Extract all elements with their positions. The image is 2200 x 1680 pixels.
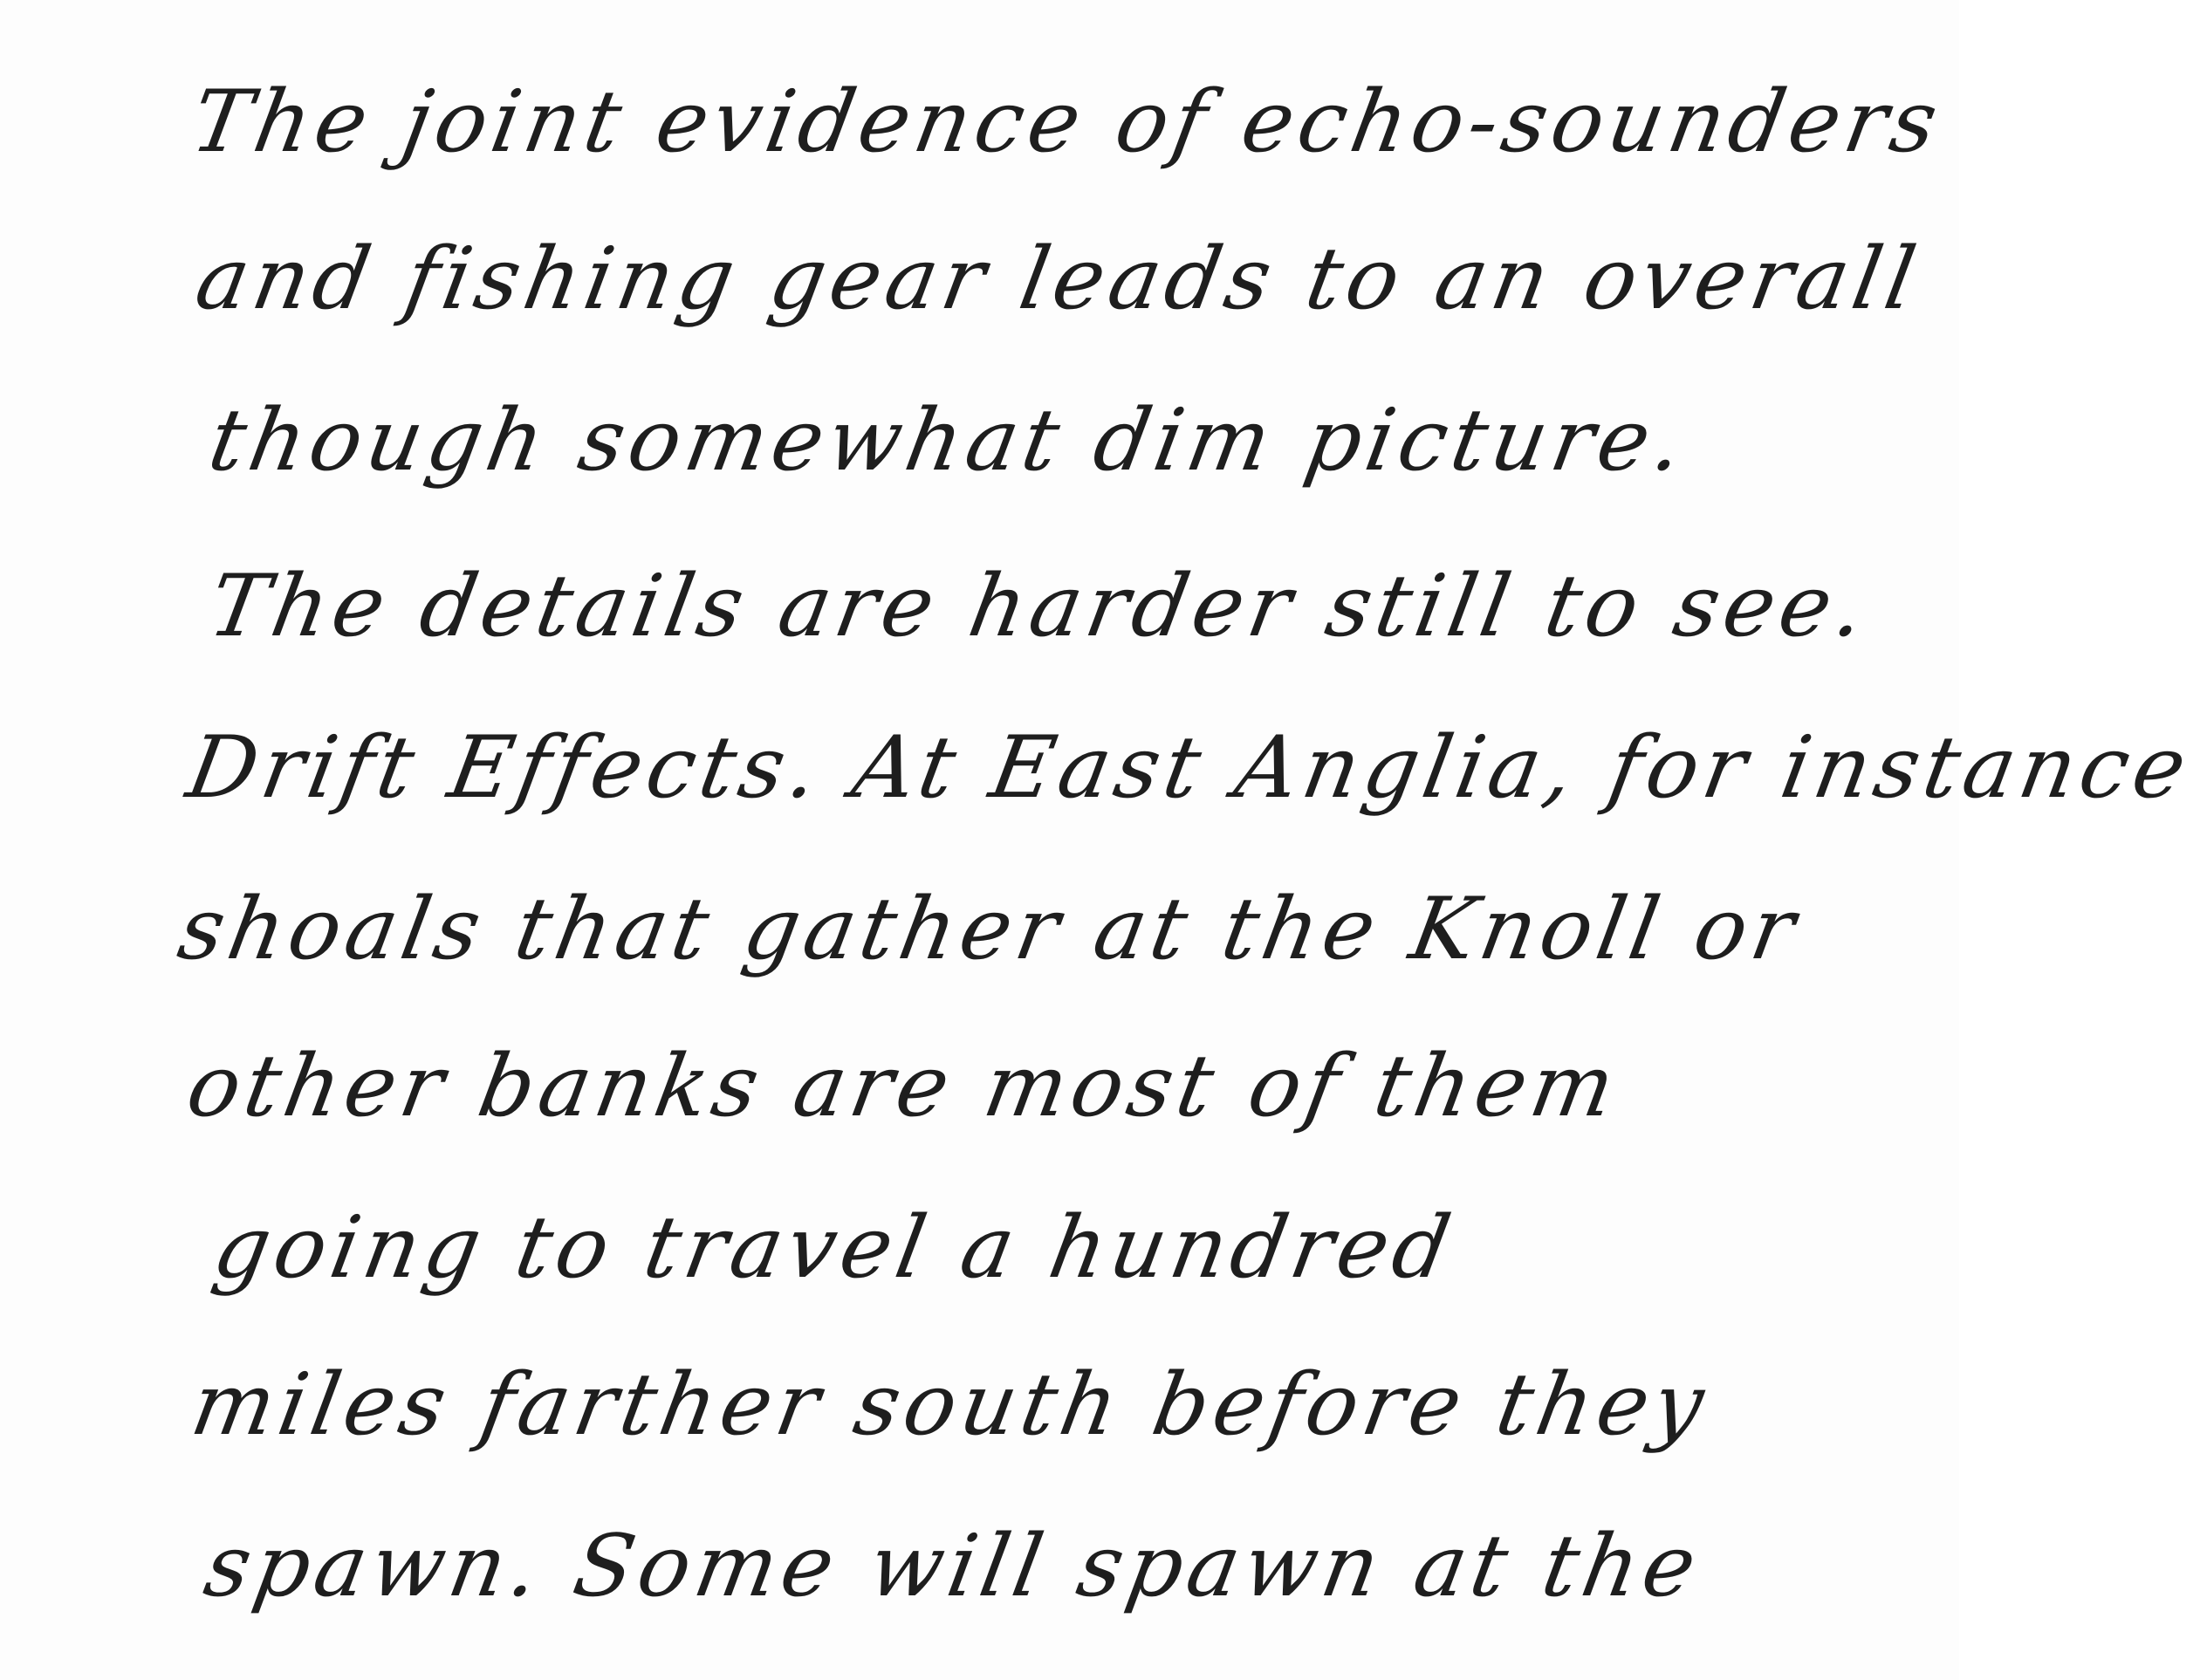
text-line-5: Drift Effects. At East Anglia, for instance [180,718,2199,818]
text-line-8: going to travel a hundred [206,1198,1463,1298]
text-line-3: though somewhat dim picture. [202,391,1696,490]
text-line-7: other banks are most of them [180,1037,1628,1136]
text-line-9: miles farther south before they [184,1355,1717,1455]
text-line-10: spawn. Some will spawn at the [197,1517,1709,1616]
text-line-2: and fishing gear leads to an overall [188,230,1928,329]
text-line-6: shoals that gather at the Knoll or [171,880,1807,979]
text-line-4: The details are harder still to see. [202,557,1878,656]
text-line-1: The joint evidence of echo-sounders [184,72,1950,172]
